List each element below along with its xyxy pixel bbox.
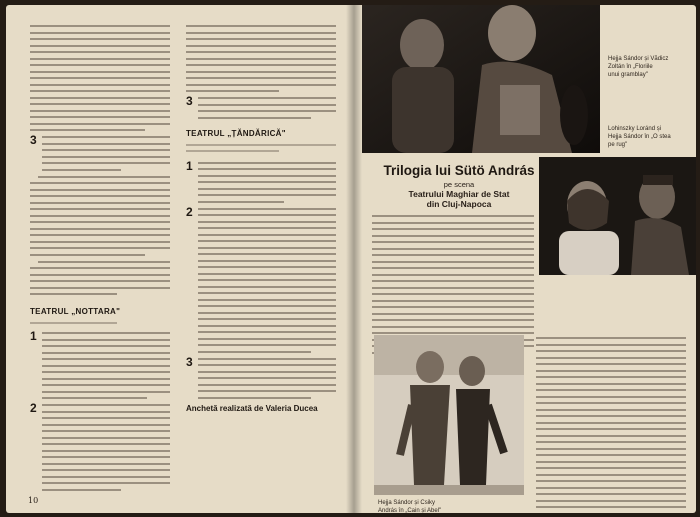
right-text-column	[536, 337, 686, 513]
author-byline-placeholder	[186, 144, 336, 162]
numbered-paragraph	[186, 158, 336, 203]
author-byline-placeholder	[30, 322, 170, 332]
numbered-paragraph	[30, 401, 170, 491]
section-heading-nottara: TEATRUL „NOTTARA"	[30, 307, 121, 316]
numbered-paragraph	[186, 94, 336, 119]
paragraph-number: 3	[186, 354, 193, 369]
caption-middle: Lohinszky Loránd și Hejja Sándor în „O stea pe rug"	[608, 126, 671, 148]
paragraph-number: 3	[30, 133, 37, 147]
text-block	[30, 176, 170, 256]
caption-top: Hejja Sándor și Vădicz Zoltán în „Floriile unui gramblay"	[608, 56, 669, 78]
photo-hejja-csiky	[374, 335, 524, 495]
numbered-paragraph	[186, 204, 336, 353]
paragraph-number: 2	[30, 401, 37, 415]
text-block	[30, 25, 170, 131]
title-main: Trilogia lui Sütö András	[383, 163, 535, 178]
section-heading-tandarica: TEATRUL „ȚĂNDĂRICĂ"	[186, 128, 286, 138]
title-theatre: Teatrului Maghiar de Stat	[408, 189, 510, 199]
paragraph-number: 3	[186, 94, 193, 108]
paragraph-number: 1	[186, 158, 193, 173]
text-block	[186, 25, 336, 92]
paragraph-number: 1	[30, 329, 37, 343]
title-city: din Cluj-Napoca	[426, 199, 492, 209]
numbered-paragraph	[30, 329, 170, 399]
article-title	[370, 163, 548, 209]
text-block	[30, 261, 170, 296]
caption-bottom: Hejja Sándor și Csiky András în „Cain și Abel"	[378, 500, 442, 513]
article-credit: Anchetă realizată de Valeria Ducea	[186, 403, 318, 413]
left-page	[6, 5, 354, 513]
book-gutter	[346, 5, 362, 513]
photo-hejja-vadicz	[362, 5, 600, 153]
photo-middle	[539, 157, 696, 275]
numbered-paragraph	[30, 133, 170, 171]
photo-bottom	[374, 335, 524, 495]
paragraph-number: 2	[186, 204, 193, 219]
left-page-column-1	[30, 25, 170, 496]
left-page-column-2	[186, 25, 336, 413]
right-page	[354, 5, 696, 513]
numbered-paragraph	[186, 354, 336, 399]
photo-top	[362, 5, 600, 153]
page-number: 10	[28, 496, 39, 505]
title-connector: pe scena	[443, 180, 475, 189]
photo-lohinszky-hejja	[539, 157, 696, 275]
